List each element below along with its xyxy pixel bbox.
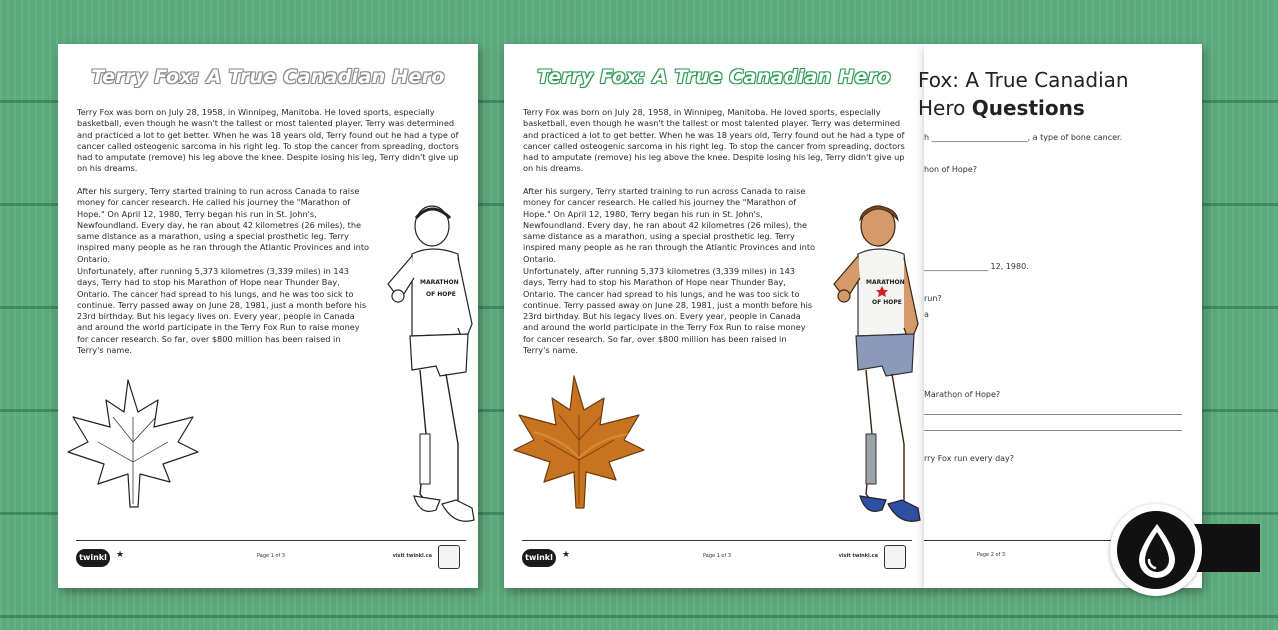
maple-leaf-color-illustration <box>504 370 654 512</box>
worksheet-page-color <box>504 44 924 588</box>
worksheet-page-bw <box>58 44 478 588</box>
question-6: rry Fox run every day? <box>924 454 1015 463</box>
page-number: Page 2 of 3 <box>977 552 1006 558</box>
page-number: Page 1 of 3 <box>256 553 286 559</box>
paragraph-2: After his surgery, Terry started training to run across Canada to raise money for cancer research. He called his journey the "Marathon of Hope." On April 12, 1980, Terry began his run in St. John's, Newfoundland. Every day, he ran about 42 kilometres (26 miles), the same distance as a marathon, using a special prosthetic leg. Terry inspired many people as he ran through the Atlantic Provinces and into Ontario. <box>77 186 370 264</box>
page-title: Terry Fox: A True Canadian Hero <box>537 66 891 88</box>
page-footer <box>76 540 466 576</box>
shirt-text-top: MARATHON <box>420 279 459 286</box>
question-4-option: a <box>924 310 929 319</box>
page-footer <box>522 540 912 576</box>
paragraph-1: Terry Fox was born on July 28, 1958, in Winnipeg, Manitoba. He loved sports, especially basketball, even though he wasn't the tallest or most talented player. Terry was determined and practiced a lot to get better. When he was 18 years old, Terry found out he had a type of cancer called osteogenic sarcoma in his right leg. To stop the cancer from spreading, doctors had to amputate (remove) his leg above the knee. Despite losing his leg, Terry didn't give up on his dreams. <box>77 107 459 174</box>
maple-leaf-outline-illustration <box>58 372 208 512</box>
paragraph-1: Terry Fox was born on July 28, 1958, in Winnipeg, Manitoba. He loved sports, especially basketball, even though he wasn't the tallest or most talented player. Terry was determined and practiced a lot to get better. When he was 18 years old, Terry found out he had a type of cancer called osteogenic sarcoma in his right leg. To stop the cancer from spreading, doctors had to amputate (remove) his leg above the knee. Despite losing his leg, Terry didn't give up on his dreams. <box>523 107 905 174</box>
quality-badge-icon <box>884 545 906 569</box>
paragraph-2: After his surgery, Terry started training to run across Canada to raise money for cancer research. He called his journey the "Marathon of Hope." On April 12, 1980, Terry began his run in St. John's, Newfoundland. Every day, he ran about 42 kilometres (26 miles), the same distance as a marathon, using a special prosthetic leg. Terry inspired many people as he ran through the Atlantic Provinces and into Ontario. <box>523 186 816 264</box>
question-5: Marathon of Hope? <box>924 390 1001 399</box>
question-4: run? <box>924 294 942 303</box>
page-number: Page 1 of 3 <box>702 553 732 559</box>
question-1: h ________________________, a type of bone cancer. <box>924 133 1123 142</box>
questions-title-line-1: Fox: A True Canadian <box>918 68 1129 92</box>
ink-drop-icon <box>1131 520 1183 582</box>
terry-fox-color-illustration <box>800 204 924 534</box>
visit-url: visit twinkl.ca <box>838 553 878 559</box>
answer-line <box>924 414 1182 415</box>
visit-url: visit twinkl.ca <box>392 553 432 559</box>
paragraph-3: Unfortunately, after running 5,373 kilometres (3,339 miles) in 143 days, Terry had to stop his Marathon of Hope near Thunder Bay, Ontario. The cancer had spread to his lungs, and he was too sick to continue. Terry passed away on June 28, 1981, just a month before his 23rd birthday. But his legacy lives on. Every year, people in Canada and around the world participate in the Terry Fox Run to raise money for cancer research. So far, over $800 million has been raised in Terry's name. <box>523 266 813 356</box>
question-2: hon of Hope? <box>924 165 977 174</box>
quality-badge-icon <box>438 545 460 569</box>
answer-line <box>924 430 1182 431</box>
shirt-text-bottom: OF HOPE <box>872 299 902 306</box>
twinkl-logo: twinkl <box>76 549 110 567</box>
paragraph-3: Unfortunately, after running 5,373 kilometres (3,339 miles) in 143 days, Terry had to stop his Marathon of Hope near Thunder Bay, Ontario. The cancer had spread to his lungs, and he was too sick to continue. Terry passed away on June 28, 1981, just a month before his 23rd birthday. But his legacy lives on. Every year, people in Canada and around the world participate in the Terry Fox Run to raise money for cancer research. So far, over $800 million has been raised in Terry's name. <box>77 266 367 356</box>
star-icon: ★ <box>562 550 571 560</box>
questions-title <box>918 66 1278 122</box>
questions-title-line-2: Hero Questions <box>918 96 1085 120</box>
twinkl-logo: twinkl <box>522 549 556 567</box>
star-icon: ★ <box>116 550 125 560</box>
question-3: ________________ 12, 1980. <box>924 262 1029 271</box>
shirt-text-top: MARATHON <box>866 279 905 286</box>
page-title: Terry Fox: A True Canadian Hero <box>91 66 445 88</box>
shirt-text-bottom: OF HOPE <box>426 291 456 298</box>
terry-fox-outline-illustration <box>354 204 478 534</box>
